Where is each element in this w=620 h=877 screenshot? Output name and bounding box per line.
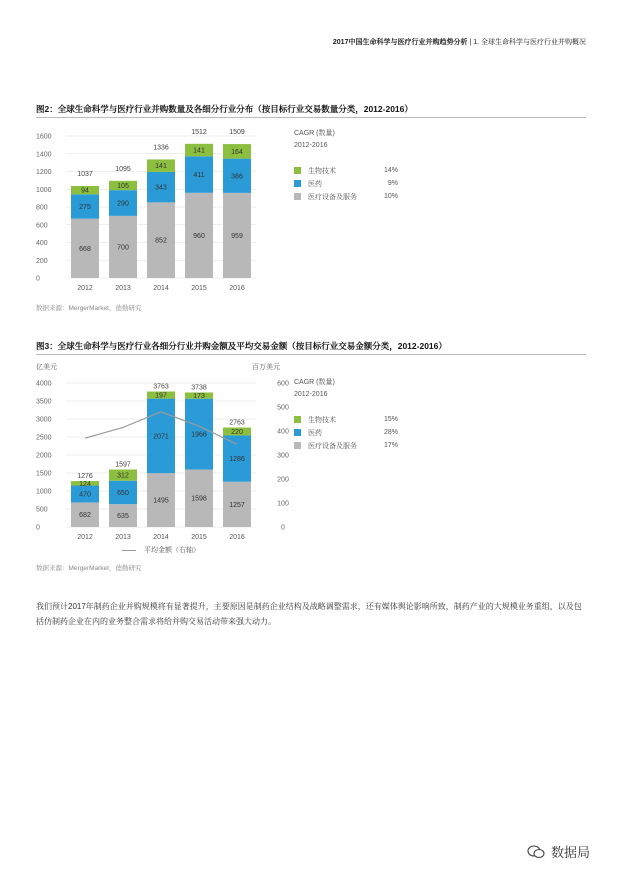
y2-tick-label: 0 bbox=[281, 524, 285, 532]
legend-item-pharma bbox=[294, 426, 398, 439]
total-label: 1037 bbox=[77, 170, 93, 178]
figure3-divider bbox=[36, 354, 586, 355]
x-tick-label: 2013 bbox=[115, 534, 131, 541]
figure2-divider bbox=[36, 117, 586, 118]
data-label: 290 bbox=[117, 200, 129, 208]
total-label: 1336 bbox=[153, 144, 169, 152]
data-label: 852 bbox=[155, 237, 167, 245]
report-title: 2017中国生命科学与医疗行业并购趋势分析 bbox=[332, 39, 468, 46]
data-label: 312 bbox=[117, 472, 129, 480]
x-tick-label: 2016 bbox=[229, 285, 245, 292]
data-label: 1257 bbox=[229, 501, 245, 509]
data-label: 343 bbox=[155, 184, 167, 192]
y-tick-label: 0 bbox=[36, 524, 40, 532]
legend-label: 医药 bbox=[308, 180, 322, 188]
pharma-swatch bbox=[294, 429, 301, 436]
figure3-legend-period: 2012-2016 bbox=[294, 391, 328, 398]
figure3-legend bbox=[294, 377, 398, 452]
right-axis-unit: 百万美元 bbox=[252, 364, 280, 371]
x-tick-label: 2013 bbox=[115, 285, 131, 292]
data-label: 164 bbox=[231, 148, 243, 156]
data-label: 173 bbox=[193, 393, 205, 401]
data-label: 141 bbox=[193, 147, 205, 155]
legend-item-medical bbox=[294, 439, 398, 452]
legend-item-biotech bbox=[294, 413, 398, 426]
x-tick-label: 2012 bbox=[77, 285, 93, 292]
y-tick-label: 4000 bbox=[36, 380, 52, 388]
data-label: 105 bbox=[117, 182, 129, 190]
header-separator: | bbox=[469, 39, 472, 46]
data-label: 94 bbox=[81, 187, 89, 195]
y-tick-label: 3000 bbox=[36, 416, 52, 424]
data-label: 220 bbox=[231, 428, 243, 436]
data-label: 1495 bbox=[153, 497, 169, 505]
x-tick-label: 2015 bbox=[191, 534, 207, 541]
line-legend-label: 平均金额（右轴） bbox=[144, 547, 200, 554]
data-label: 635 bbox=[117, 513, 129, 521]
data-label: 960 bbox=[193, 232, 205, 240]
total-label: 1095 bbox=[115, 165, 131, 173]
y-tick-label: 2500 bbox=[36, 434, 52, 442]
x-tick-label: 2014 bbox=[153, 285, 169, 292]
y-tick-label: 800 bbox=[36, 204, 48, 212]
y2-tick-label: 300 bbox=[277, 452, 289, 460]
y-tick-label: 1200 bbox=[36, 169, 52, 176]
legend-label: 医药 bbox=[308, 429, 322, 437]
legend-label: 医疗设备及服务 bbox=[308, 442, 357, 450]
line-swatch bbox=[122, 550, 136, 551]
figure3-chart bbox=[0, 372, 300, 544]
biotech-swatch bbox=[294, 167, 301, 174]
y-tick-label: 2000 bbox=[36, 452, 52, 460]
data-label: 1598 bbox=[191, 495, 207, 503]
brand-watermark bbox=[527, 842, 590, 861]
chat-logo-icon bbox=[527, 845, 545, 859]
y2-tick-label: 500 bbox=[277, 404, 289, 412]
data-label: 959 bbox=[231, 232, 243, 240]
section-title: 1. 全球生命科学与医疗行业并购概况 bbox=[473, 39, 586, 46]
x-tick-label: 2014 bbox=[153, 534, 169, 541]
legend-label: 医疗设备及服务 bbox=[308, 193, 357, 201]
data-label: 668 bbox=[79, 245, 91, 253]
x-tick-label: 2015 bbox=[191, 285, 207, 292]
legend-item-pharma bbox=[294, 177, 398, 190]
body-paragraph: 我们预计2017年制药企业并购规模将有显著提升，主要原因是制药企业结构及战略调整需求，还有媒体舆论影响所致，制药产业的大规模业务重组，以及包括仿制药企业在内的业务整合需求将给并购交易活动带来强大动力。 bbox=[36, 602, 582, 626]
total-label: 3763 bbox=[153, 383, 169, 391]
y-tick-label: 400 bbox=[36, 240, 48, 247]
data-label: 124 bbox=[79, 480, 91, 488]
total-label: 1509 bbox=[229, 129, 245, 137]
data-label: 386 bbox=[231, 173, 243, 181]
y-tick-label: 200 bbox=[36, 257, 48, 265]
data-label: 275 bbox=[79, 204, 91, 212]
figure2-legend-title: CAGR (数量) bbox=[294, 130, 335, 137]
figure2-chart bbox=[0, 120, 290, 300]
total-label: 2763 bbox=[229, 419, 245, 427]
data-label: 700 bbox=[117, 244, 129, 252]
biotech-swatch bbox=[294, 416, 301, 423]
legend-cagr: 14% bbox=[383, 167, 398, 174]
data-label: 141 bbox=[155, 163, 167, 171]
y-tick-label: 0 bbox=[36, 275, 40, 283]
data-label: 470 bbox=[79, 491, 91, 499]
x-tick-label: 2016 bbox=[229, 534, 245, 541]
figure2-title: 图2：全球生命科学与医疗行业并购数量及各细分行业分布（按目标行业交易数量分类，2012-2016） bbox=[36, 104, 413, 114]
figure2-source: 数据来源：MergerMarket，德勤研究 bbox=[36, 305, 142, 312]
data-label: 1286 bbox=[229, 456, 245, 464]
figure3-title: 图3：全球生命科学与医疗行业各细分行业并购金额及平均交易金额（按目标行业交易金额分类，2012-2016） bbox=[36, 341, 447, 351]
y-tick-label: 600 bbox=[36, 222, 48, 230]
medical-swatch bbox=[294, 193, 301, 200]
total-label: 1512 bbox=[191, 128, 207, 136]
data-label: 411 bbox=[193, 172, 205, 180]
total-label: 1597 bbox=[115, 461, 131, 469]
y2-tick-label: 100 bbox=[277, 500, 289, 508]
report-header bbox=[333, 37, 586, 47]
y-tick-label: 1600 bbox=[36, 133, 52, 141]
legend-item-medical bbox=[294, 190, 398, 203]
legend-label: 生物技术 bbox=[308, 167, 336, 175]
x-tick-label: 2012 bbox=[77, 534, 93, 541]
figure2-legend bbox=[294, 128, 398, 203]
data-label: 682 bbox=[79, 512, 91, 520]
y2-tick-label: 200 bbox=[277, 476, 289, 484]
y-tick-label: 500 bbox=[36, 506, 48, 514]
legend-cagr: 15% bbox=[383, 416, 398, 423]
y-tick-label: 3500 bbox=[36, 398, 52, 406]
legend-item-biotech bbox=[294, 164, 398, 177]
y-tick-label: 1400 bbox=[36, 151, 52, 159]
figure3-source: 数据来源：MergerMarket，德勤研究 bbox=[36, 565, 142, 572]
brand-name: 数据局 bbox=[550, 845, 590, 860]
legend-label: 生物技术 bbox=[308, 416, 336, 424]
total-label: 3738 bbox=[191, 384, 207, 392]
figure3-legend-title: CAGR (数量) bbox=[294, 379, 335, 386]
legend-cagr: 9% bbox=[387, 180, 398, 187]
legend-cagr: 17% bbox=[383, 442, 398, 449]
left-axis-unit: 亿美元 bbox=[36, 364, 57, 371]
data-label: 1966 bbox=[191, 431, 207, 439]
y-tick-label: 1000 bbox=[36, 488, 52, 496]
figure2-legend-period: 2012-2016 bbox=[294, 142, 328, 149]
data-label: 650 bbox=[117, 489, 129, 497]
data-label: 197 bbox=[155, 392, 167, 400]
y2-tick-label: 400 bbox=[277, 428, 289, 436]
pharma-swatch bbox=[294, 180, 301, 187]
total-label: 1276 bbox=[77, 473, 93, 481]
legend-cagr: 28% bbox=[383, 429, 398, 436]
medical-swatch bbox=[294, 442, 301, 449]
y-tick-label: 1500 bbox=[36, 470, 52, 478]
y-tick-label: 1000 bbox=[36, 186, 52, 194]
legend-cagr: 10% bbox=[383, 193, 398, 200]
figure3-line-legend bbox=[122, 545, 200, 555]
data-label: 2071 bbox=[153, 433, 169, 441]
y2-tick-label: 600 bbox=[277, 380, 289, 388]
